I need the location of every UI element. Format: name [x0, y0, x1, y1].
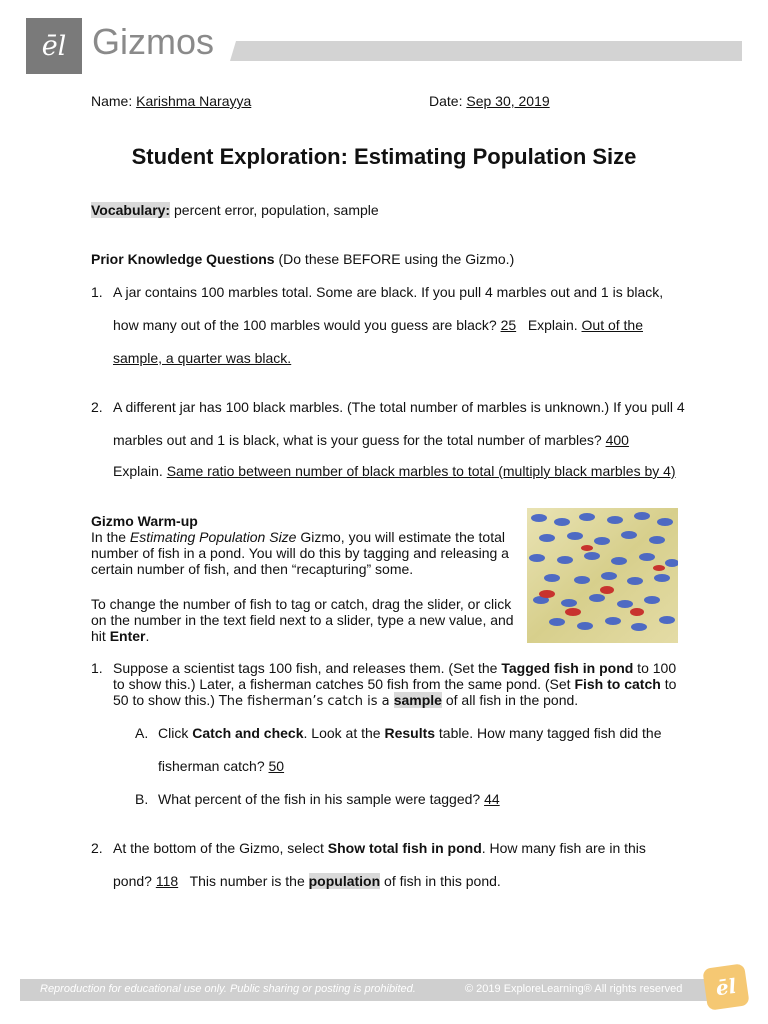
- warmup-q1-l2-pre: to show this.) Later, a fisherman catches 50 fish from the same pond. (Set: [113, 676, 575, 692]
- prior-q1-line2: [113, 317, 643, 333]
- name-value: Karishma Narayya: [136, 93, 252, 109]
- warmup-p2-post: .: [145, 628, 150, 644]
- prior-q2-explain-label: Explain.: [113, 463, 167, 479]
- warmup-q1a-answer: 50: [268, 758, 285, 774]
- prior-q1-explain-label: Explain.: [527, 317, 582, 333]
- prior-q1-explain-1: Out of the: [581, 317, 643, 333]
- brand-name: Gizmos: [92, 21, 215, 62]
- warmup-q2-line2: [113, 873, 501, 889]
- warmup-q2-number: 2.: [91, 840, 103, 856]
- warmup-q1b-letter: B.: [135, 791, 149, 807]
- warmup-q1b-answer: 44: [484, 791, 500, 807]
- warmup-q2-show-total: Show total fish in pond: [327, 840, 482, 856]
- prior-q2-number: 2.: [91, 399, 103, 415]
- warmup-p1-line3: certain number of fish, and then “recapturing” some.: [91, 561, 414, 577]
- footer-copyright: © 2019 ExploreLearning® All rights reserved: [465, 983, 683, 995]
- prior-heading: Prior Knowledge Questions: [91, 251, 275, 267]
- warmup-enter: Enter: [109, 628, 146, 644]
- warmup-q1-line1: [113, 660, 676, 676]
- prior-q2-line2: [113, 432, 629, 448]
- warmup-heading-text: Gizmo Warm-up: [91, 513, 198, 529]
- fish-pond-image: [527, 508, 678, 643]
- warmup-q1-catch: Fish to catch: [574, 676, 661, 692]
- warmup-q2-l1-post: . How many fish are in this: [481, 840, 646, 856]
- page-title: Student Exploration: Estimating Population Size: [131, 144, 637, 169]
- prior-q2-line1: A different jar has 100 black marbles. (The total number of marbles is unknown.) If you pull 4: [113, 399, 685, 415]
- prior-q2-question: marbles out and 1 is black, what is your guess for the total number of marbles?: [113, 432, 606, 448]
- warmup-q2-l2-mid: This number is the: [178, 873, 309, 889]
- prior-q1-line1: A jar contains 100 marbles total. Some are black. If you pull 4 marbles out and 1 is black,: [113, 284, 664, 300]
- date-field: [429, 93, 550, 109]
- gizmos-logo: [26, 18, 82, 74]
- prior-note: (Do these BEFORE using the Gizmo.): [274, 251, 515, 267]
- footer-logo-mark: ēl: [714, 973, 738, 1001]
- name-label: Name:: [91, 93, 137, 109]
- footer-logo: [702, 963, 749, 1010]
- vocabulary-terms: percent error, population, sample: [170, 202, 379, 218]
- warmup-q1-l1-post: to 100: [633, 660, 677, 676]
- warmup-p1-pre: In the: [91, 529, 130, 545]
- warmup-q1-l3-sans: The fisherman’s catch is a: [218, 694, 394, 709]
- warmup-q2-l2-post: of fish in this pond.: [380, 873, 501, 889]
- warmup-q1a-catch-check: Catch and check: [192, 725, 304, 741]
- warmup-q1a-question: fisherman catch?: [158, 758, 269, 774]
- name-field: [91, 93, 251, 109]
- date-label: Date:: [429, 93, 467, 109]
- warmup-p2-line3: [91, 628, 149, 644]
- warmup-q1b-line: [158, 791, 500, 807]
- warmup-q1b-question: What percent of the fish in his sample were tagged?: [158, 791, 485, 807]
- warmup-q1a-pre: Click: [158, 725, 193, 741]
- warmup-q2-line1: [113, 840, 646, 856]
- prior-knowledge-heading: [91, 251, 514, 267]
- warmup-heading: [91, 513, 198, 529]
- warmup-p1-post: Gizmo, you will estimate the total: [296, 529, 505, 545]
- warmup-q1a-line1: [158, 725, 662, 741]
- prior-q2-explain: [113, 463, 676, 479]
- prior-q1-explain-2: sample, a quarter was black.: [113, 350, 292, 366]
- warmup-q1a-mid: . Look at the: [303, 725, 385, 741]
- warmup-q1-l2-post: to: [660, 676, 677, 692]
- prior-q2-answer: 400: [605, 432, 629, 448]
- warmup-q2-l1-pre: At the bottom of the Gizmo, select: [113, 840, 328, 856]
- warmup-p1-line1: [91, 529, 505, 545]
- warmup-q1a-results: Results: [384, 725, 436, 741]
- warmup-q1-tagged: Tagged fish in pond: [501, 660, 634, 676]
- logo-mark: ēl: [41, 30, 67, 62]
- warmup-q1-l3-post: of all fish in the pond.: [441, 692, 579, 708]
- prior-q1-question: how many out of the 100 marbles would you guess are black?: [113, 317, 501, 333]
- footer-disclaimer: Reproduction for educational use only. Public sharing or posting is prohibited.: [40, 983, 416, 995]
- prior-q1-answer: 25: [500, 317, 517, 333]
- warmup-q1-line2: [113, 676, 676, 692]
- warmup-q1a-line2: [158, 758, 284, 774]
- warmup-p2-pre: hit: [91, 628, 110, 644]
- warmup-q1-l1-pre: Suppose a scientist tags 100 fish, and releases them. (Set the: [113, 660, 502, 676]
- warmup-p2-line2: on the number in the text field next to a slider, type a new value, and: [91, 612, 514, 628]
- warmup-p1-line2: number of fish in a pond. You will do this by tagging and releasing a: [91, 545, 509, 561]
- prior-q1-number: 1.: [91, 284, 103, 300]
- warmup-q1a-letter: A.: [135, 725, 149, 741]
- warmup-q1-sample: sample: [393, 692, 442, 708]
- prior-q2-explain-text: Same ratio between number of black marbles to total (multiply black marbles by 4): [166, 463, 676, 479]
- warmup-q1-l3-pre: 50 to show this.): [113, 692, 219, 708]
- date-value: Sep 30, 2019: [466, 93, 550, 109]
- warmup-q2-answer: 118: [155, 873, 179, 889]
- warmup-q1a-post: table. How many tagged fish did the: [435, 725, 662, 741]
- warmup-q2-l2-pre: pond?: [113, 873, 156, 889]
- warmup-q2-population: population: [308, 873, 381, 889]
- warmup-p2-line1: To change the number of fish to tag or catch, drag the slider, or click: [91, 596, 512, 612]
- warmup-gizmo-name: Estimating Population Size: [129, 529, 297, 545]
- vocabulary: [91, 202, 379, 218]
- header-bar: [230, 41, 742, 61]
- warmup-q1-number: 1.: [91, 660, 103, 676]
- warmup-q1-line3: [113, 692, 578, 710]
- vocabulary-label: Vocabulary:: [91, 202, 171, 218]
